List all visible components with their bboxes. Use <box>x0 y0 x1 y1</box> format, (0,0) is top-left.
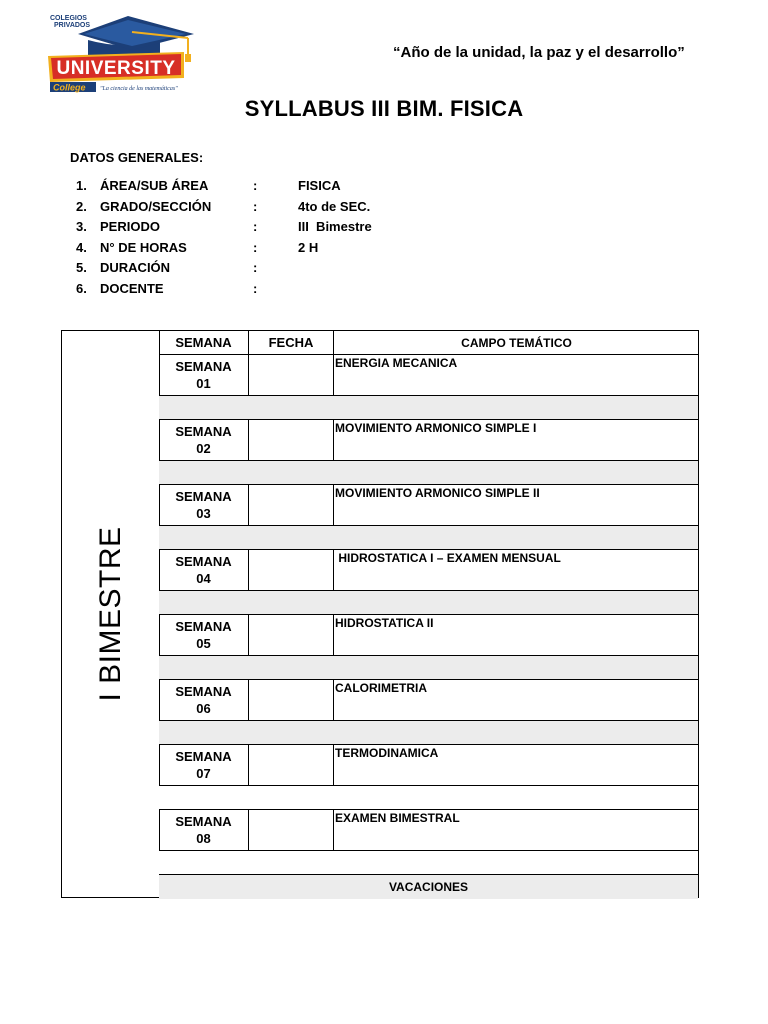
item-number: 6. <box>76 280 87 296</box>
week-number: 05 <box>196 636 211 651</box>
item-value: 4to de SEC. <box>298 198 371 214</box>
week-cell <box>159 745 249 785</box>
graduation-cap-logo-icon <box>48 12 198 94</box>
week-number: 02 <box>196 441 211 456</box>
item-label: N° DE HORAS <box>100 239 187 255</box>
topic-cell: HIDROSTATICA I – EXAMEN MENSUAL <box>335 551 561 565</box>
spacer-row <box>159 786 698 810</box>
item-number: 2. <box>76 198 87 214</box>
bimester-label-cell <box>62 331 160 897</box>
week-number: 07 <box>196 766 211 781</box>
week-number: 04 <box>196 571 211 586</box>
week-label: SEMANA <box>175 619 232 634</box>
week-label: SEMANA <box>175 749 232 764</box>
item-value: III Bimestre <box>298 219 372 235</box>
table-row <box>159 550 698 591</box>
table-row <box>159 615 698 656</box>
motto-text: “Año de la unidad, la paz y el desarrollo” <box>393 44 685 61</box>
general-data-heading: DATOS GENERALES: <box>70 150 204 165</box>
date-cell <box>249 420 334 460</box>
item-label: PERIODO <box>100 219 160 235</box>
table-row <box>159 680 698 721</box>
spacer-row <box>159 656 698 680</box>
week-cell <box>159 680 249 720</box>
table-row <box>159 355 698 396</box>
date-cell <box>249 615 334 655</box>
item-number: 5. <box>76 260 87 276</box>
spacer-row <box>159 721 698 745</box>
page-title: SYLLABUS III BIM. FISICA <box>244 96 524 121</box>
item-label: DOCENTE <box>100 280 164 296</box>
item-colon: : <box>253 260 258 276</box>
topic-cell: EXAMEN BIMESTRAL <box>335 811 460 825</box>
header-semana: SEMANA <box>159 331 249 354</box>
item-colon: : <box>253 198 258 214</box>
date-cell <box>249 550 334 590</box>
date-cell <box>249 355 334 395</box>
spacer-row <box>159 591 698 615</box>
item-colon: : <box>253 178 258 193</box>
logo-top-text-2: PRIVADOS <box>54 22 91 29</box>
item-number: 1. <box>76 178 87 193</box>
item-colon: : <box>253 239 258 255</box>
schedule-table <box>61 330 699 898</box>
logo-top-text-1: COLEGIOS <box>50 15 87 22</box>
table-row <box>159 810 698 851</box>
week-label: SEMANA <box>175 359 232 374</box>
date-cell <box>249 680 334 720</box>
school-logo <box>48 12 198 94</box>
spacer-row <box>159 396 698 420</box>
item-value: FISICA <box>298 178 341 193</box>
week-cell <box>159 420 249 460</box>
item-value: 2 H <box>298 239 319 255</box>
topic-cell: HIDROSTATICA II <box>335 616 434 630</box>
vacation-row: VACACIONES <box>159 875 698 899</box>
item-label: ÁREA/SUB ÁREA <box>100 178 209 193</box>
topic-cell: TERMODINAMICA <box>335 746 439 760</box>
item-colon: : <box>253 280 258 296</box>
topic-cell: CALORIMETRIA <box>335 681 427 695</box>
week-cell <box>159 355 249 395</box>
week-number: 08 <box>196 831 211 846</box>
week-cell <box>159 810 249 850</box>
week-label: SEMANA <box>175 814 232 829</box>
item-label: GRADO/SECCIÓN <box>100 198 212 214</box>
week-number: 06 <box>196 701 211 716</box>
table-header-row <box>159 331 698 355</box>
schedule-grid <box>159 331 698 899</box>
date-cell <box>249 810 334 850</box>
logo-brand-text: UNIVERSITY <box>56 58 176 79</box>
topic-cell: MOVIMIENTO ARMONICO SIMPLE II <box>335 486 540 500</box>
spacer-row <box>159 526 698 550</box>
table-row <box>159 485 698 526</box>
topic-cell: MOVIMIENTO ARMONICO SIMPLE I <box>335 421 537 435</box>
item-number: 3. <box>76 219 87 235</box>
topic-cell: ENERGIA MECANICA <box>335 356 458 370</box>
bimester-label: I BIMESTRE <box>94 526 127 702</box>
week-label: SEMANA <box>175 424 232 439</box>
header-campo-tematico: CAMPO TEMÁTICO <box>461 336 572 350</box>
item-number: 4. <box>76 239 87 255</box>
table-row <box>159 745 698 786</box>
item-colon: : <box>253 219 258 235</box>
logo-tagline: "La ciencia de las matemáticas" <box>100 86 178 92</box>
week-label: SEMANA <box>175 554 232 569</box>
date-cell <box>249 745 334 785</box>
item-label: DURACIÓN <box>100 260 171 276</box>
header-fecha: FECHA <box>249 331 334 354</box>
week-label: SEMANA <box>175 489 232 504</box>
logo-sub-text: College <box>53 82 86 93</box>
date-cell <box>249 485 334 525</box>
week-cell <box>159 615 249 655</box>
week-number: 01 <box>196 376 211 391</box>
week-label: SEMANA <box>175 684 232 699</box>
week-cell <box>159 550 249 590</box>
week-cell <box>159 485 249 525</box>
table-row <box>159 420 698 461</box>
week-number: 03 <box>196 506 211 521</box>
spacer-row <box>159 851 698 875</box>
spacer-row <box>159 461 698 485</box>
